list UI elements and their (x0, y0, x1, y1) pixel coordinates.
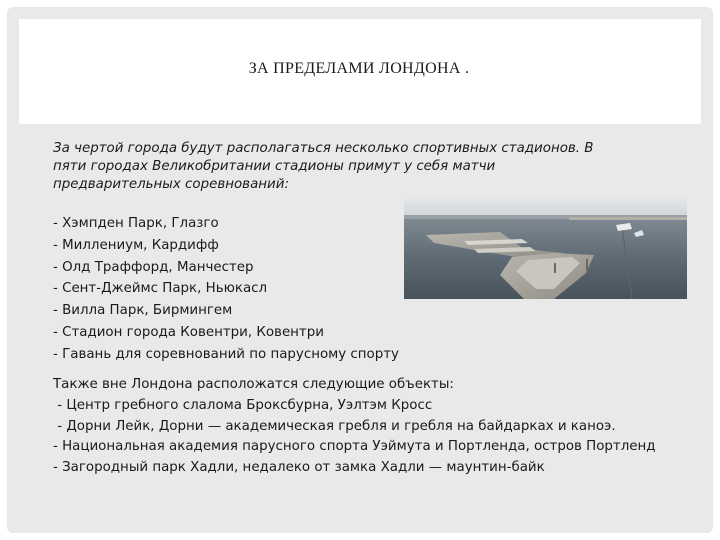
photo-pier-post-2 (586, 259, 588, 271)
also-heading: Также вне Лондона расположатся следующие объекты: (53, 377, 454, 392)
photo-pier-post-1 (554, 263, 556, 273)
stadium-item: - Хэмпден Парк, Глазго (53, 216, 219, 231)
stadium-item: - Миллениум, Кардифф (53, 237, 219, 253)
venue-item: - Центр гребного слалома Броксбурна, Уэлтэм Кросс (53, 398, 433, 413)
stadium-item: - Олд Траффорд, Манчестер (53, 259, 254, 275)
stadium-item: - Стадион города Ковентри, Ковентри (53, 324, 324, 340)
venue-item: - Загородный парк Хадли, недалеко от замка Хадли — маунтин-байк (53, 459, 545, 475)
intro-line: предварительных соревнований: (53, 177, 289, 192)
stadium-list (53, 213, 413, 366)
intro-line: пяти городах Великобритании стадионы примут у себя матчи (53, 159, 496, 174)
stadium-item: - Вилла Парк, Бирмингем (53, 303, 233, 319)
venue-item: - Дорни Лейк, Дорни — академическая гребля и гребля на байдарках и каноэ. (53, 418, 616, 434)
intro-paragraph (53, 140, 663, 194)
slide-title: ЗА ПРЕДЕЛАМИ ЛОНДОНА . (248, 59, 470, 77)
stadium-item: - Гавань для соревнований по парусному спорту (53, 346, 399, 362)
venue-list (53, 396, 656, 478)
title-box (19, 19, 701, 124)
marina-photo (404, 197, 687, 299)
intro-line: За чертой города будут располагаться несколько спортивных стадионов. В (53, 141, 594, 156)
venue-item: - Национальная академия парусного спорта Уэймута и Портленда, остров Портленд (53, 439, 656, 454)
photo-far-breakwater (569, 217, 687, 220)
stadium-item: - Сент-Джеймс Парк, Ньюкасл (53, 281, 268, 297)
